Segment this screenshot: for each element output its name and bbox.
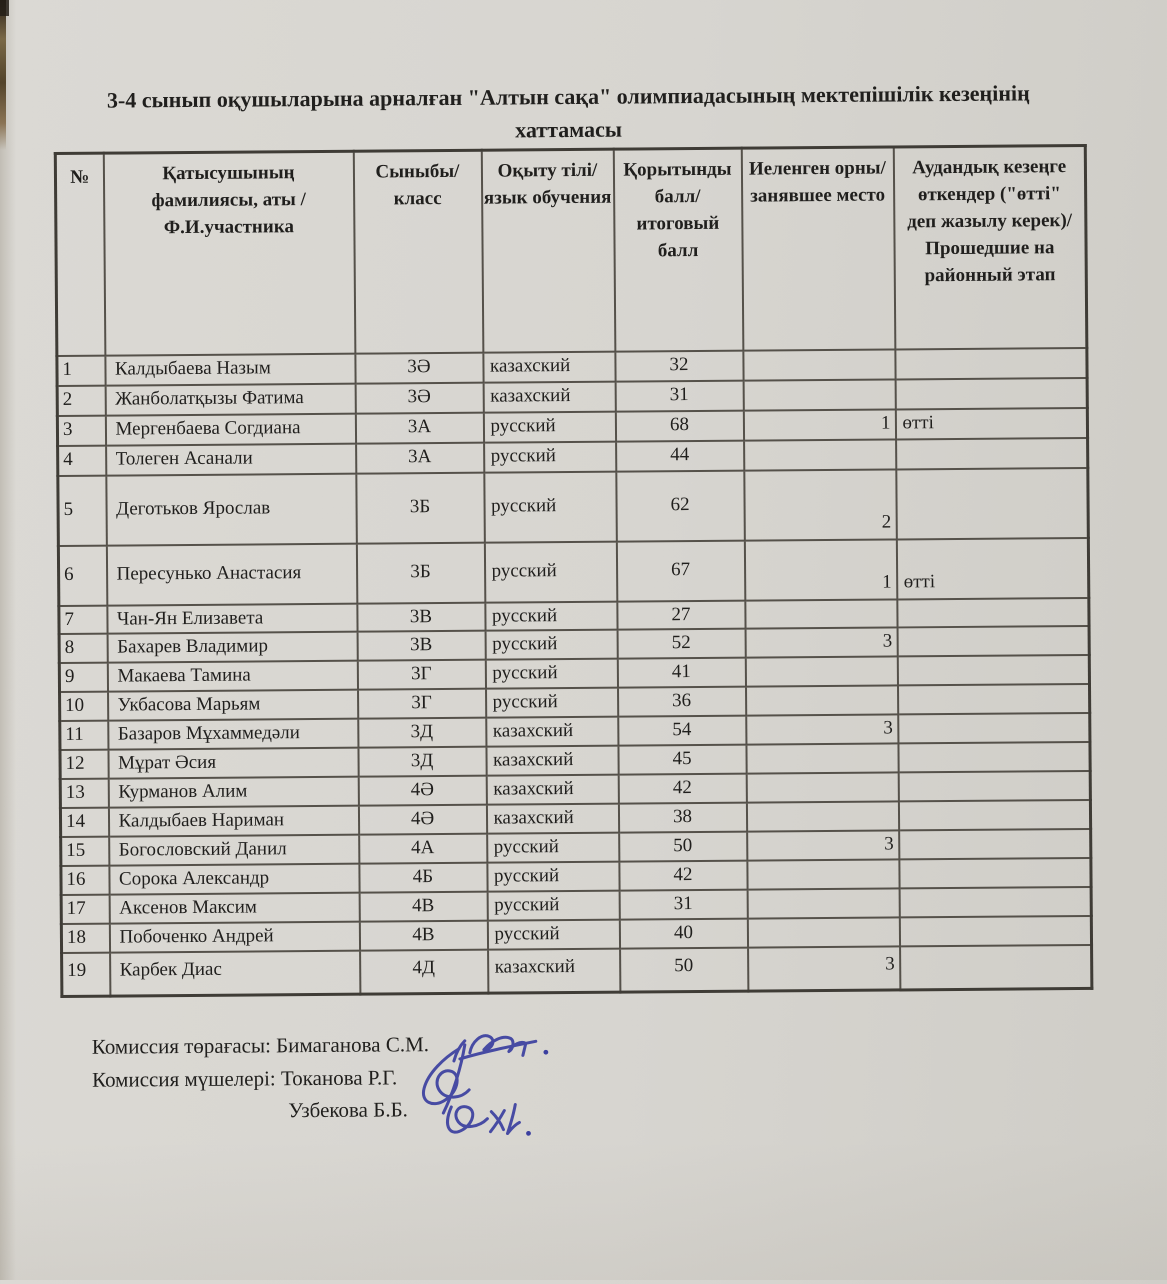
chair-name: Бимаганова С.М.: [276, 1032, 430, 1058]
cell-name: Чан-Ян Елизавета: [107, 603, 357, 634]
column-header-name: Қатысушының фамилиясы, аты /Ф.И.участника: [103, 151, 355, 355]
cell-place: [746, 686, 898, 716]
table-row: [58, 537, 1088, 605]
cell-pass: [899, 829, 1091, 859]
cell-name: Укбасова Марьям: [108, 690, 358, 721]
cell-lang: русский: [487, 833, 619, 863]
cell-num: 8: [59, 634, 107, 663]
cell-place: 1: [744, 539, 896, 600]
cell-score: 50: [619, 832, 747, 862]
column-header-cls: Сыныбы/класс: [353, 150, 483, 353]
commission-chair-line: [92, 1028, 429, 1063]
member1-name: Токанова Р.Г.: [280, 1064, 398, 1090]
cell-score: 31: [619, 890, 747, 920]
cell-score: 38: [618, 803, 746, 833]
cell-pass: [898, 771, 1090, 801]
cell-num: 14: [60, 808, 108, 837]
cell-lang: русский: [486, 688, 618, 718]
cell-place: 3: [746, 715, 898, 745]
cell-pass: [895, 347, 1087, 379]
table-header: [55, 145, 1087, 355]
cell-lang: русский: [485, 659, 617, 689]
cell-place: [746, 773, 898, 803]
cell-lang: русский: [485, 630, 617, 660]
cell-name: Калдыбаев Нариман: [108, 806, 358, 837]
cell-name: Побоченко Андрей: [109, 922, 359, 953]
cell-cls: 4Б: [359, 863, 487, 893]
cell-cls: 3В: [357, 631, 485, 661]
cell-pass: өтті: [896, 537, 1088, 599]
column-header-lang: Оқыту тілі/ язык обучения: [481, 149, 615, 352]
cell-name: Бахарев Владимир: [107, 632, 357, 663]
cell-num: 2: [57, 385, 105, 415]
cell-score: 31: [615, 380, 743, 411]
members-label: Комиссия мүшелері:: [91, 1065, 276, 1092]
cell-place: [743, 379, 895, 410]
cell-lang: казахский: [488, 949, 620, 993]
cell-name: Курманов Алим: [108, 777, 358, 808]
cell-score: 62: [616, 470, 745, 541]
cell-place: [746, 802, 898, 832]
cell-place: [747, 918, 899, 948]
cell-num: 12: [60, 750, 108, 779]
table-row: [62, 945, 1092, 996]
column-header-num: №: [55, 153, 105, 355]
cell-name: Мұрат Әсия: [108, 748, 358, 779]
chair-label: Комиссия төрағасы:: [91, 1033, 271, 1059]
cell-name: Карбек Диас: [110, 951, 360, 996]
cell-num: 16: [61, 866, 109, 895]
cell-cls: 4Д: [360, 950, 488, 994]
cell-score: 42: [619, 861, 747, 891]
cell-cls: 4В: [359, 892, 487, 922]
cell-score: 42: [618, 774, 746, 804]
cell-name: Сорока Александр: [109, 864, 359, 895]
cell-cls: 3В: [357, 602, 485, 632]
cell-lang: русский: [484, 471, 617, 542]
cell-lang: русский: [484, 441, 616, 472]
cell-score: 40: [619, 919, 747, 949]
cell-pass: өтті: [895, 407, 1087, 439]
cell-pass: [897, 597, 1089, 627]
cell-place: [746, 744, 898, 774]
signature-ink-dots: [525, 1050, 548, 1136]
column-header-score: Қорытынды балл/ итоговый балл: [613, 148, 743, 351]
cell-cls: 3Ә: [355, 382, 483, 413]
cell-num: 11: [60, 721, 108, 750]
cell-lang: казахский: [483, 351, 615, 382]
signature-strokes: [423, 1035, 537, 1134]
cell-score: 45: [618, 745, 746, 775]
cell-pass: [898, 742, 1090, 772]
cell-num: 15: [61, 837, 109, 866]
cell-lang: казахский: [486, 717, 618, 747]
cell-score: 41: [617, 658, 745, 688]
member2-name: Узбекова Б.Б.: [288, 1097, 408, 1123]
cell-num: 17: [61, 895, 109, 924]
cell-name: Макаева Тамина: [107, 661, 357, 692]
cell-lang: русский: [485, 601, 617, 631]
cell-pass: [897, 684, 1089, 714]
cell-cls: 3Г: [357, 660, 485, 690]
cell-lang: русский: [487, 891, 619, 921]
cell-cls: 3Б: [356, 472, 485, 543]
cell-pass: [899, 916, 1091, 946]
cell-lang: казахский: [483, 381, 615, 412]
cell-num: 19: [62, 953, 110, 996]
cell-place: 2: [744, 469, 897, 540]
cell-name: Деготьков Ярослав: [106, 473, 357, 545]
cell-place: 3: [748, 947, 900, 991]
column-header-place: Иеленген орны/ занявшее место: [741, 147, 895, 350]
cell-place: [744, 439, 896, 470]
cell-num: 3: [57, 415, 105, 445]
cell-name: Толеген Асанали: [106, 443, 356, 475]
cell-place: [747, 860, 899, 890]
cell-cls: 3А: [355, 412, 483, 443]
cell-cls: 3Д: [358, 718, 486, 748]
cell-num: 10: [60, 692, 108, 721]
photo-left-edge: [0, 0, 6, 150]
cell-score: 27: [617, 600, 745, 630]
cell-place: [743, 349, 895, 380]
cell-pass: [899, 887, 1091, 917]
cell-lang: русский: [487, 920, 619, 950]
cell-score: 68: [615, 410, 743, 441]
cell-pass: [896, 437, 1088, 469]
cell-lang: русский: [483, 411, 615, 442]
photo-corner-shadow: [0, 0, 9, 16]
cell-pass: [897, 655, 1089, 685]
cell-cls: 3Б: [356, 542, 484, 603]
cell-lang: казахский: [486, 746, 618, 776]
cell-score: 36: [618, 687, 746, 717]
cell-cls: 3Д: [358, 747, 486, 777]
cell-score: 52: [617, 629, 745, 659]
cell-lang: казахский: [486, 804, 618, 834]
cell-pass: [898, 800, 1090, 830]
cell-num: 5: [58, 475, 107, 545]
cell-pass: [895, 377, 1087, 409]
cell-num: 4: [58, 445, 106, 475]
cell-pass: [896, 467, 1089, 539]
cell-score: 44: [616, 440, 744, 471]
cell-num: 9: [59, 663, 107, 692]
cell-lang: русский: [484, 541, 616, 602]
column-header-pass: Аудандық кезеңге өткендер ("өтті" деп жазылу керек)/ Прошедшие на районный этап: [893, 145, 1087, 349]
cell-cls: 4Ә: [358, 776, 486, 806]
cell-lang: казахский: [486, 775, 618, 805]
cell-lang: русский: [487, 862, 619, 892]
cell-cls: 3Г: [358, 689, 486, 719]
cell-score: 32: [615, 350, 743, 381]
handwritten-signature-ink: [402, 1010, 583, 1161]
cell-score: 54: [618, 716, 746, 746]
cell-name: Пересунько Анастасия: [106, 543, 356, 605]
cell-name: Жанболатқызы Фатима: [105, 383, 355, 415]
cell-name: Богословский Данил: [109, 835, 359, 866]
cell-place: 3: [747, 831, 899, 861]
commission-signature-block: [92, 1028, 430, 1128]
cell-num: 13: [60, 779, 108, 808]
cell-pass: [898, 713, 1090, 743]
cell-name: Базаров Мұхаммедәли: [108, 719, 358, 750]
cell-num: 18: [61, 924, 109, 953]
cell-score: 67: [616, 540, 744, 601]
cell-place: [745, 599, 897, 629]
cell-place: [747, 889, 899, 919]
cell-place: 1: [743, 409, 895, 440]
cell-cls: 3Ә: [355, 352, 483, 383]
cell-cls: 4В: [359, 921, 487, 951]
cell-name: Мергенбаева Согдиана: [105, 413, 355, 445]
cell-num: 1: [57, 355, 105, 385]
cell-name: Аксенов Максим: [109, 893, 359, 924]
cell-num: 7: [59, 605, 107, 634]
cell-cls: 4А: [359, 834, 487, 864]
cell-pass: [897, 626, 1089, 656]
cell-pass: [900, 945, 1092, 990]
document-title: 3-4 сынып оқушыларына арналған "Алтын сақа" олимпиадасының мектепішілік кезеңінің хаттамасы: [106, 80, 1030, 143]
cell-score: 50: [620, 948, 748, 992]
cell-place: 3: [745, 628, 897, 658]
cell-num: 6: [58, 545, 106, 605]
paper-left-shading: [0, 0, 16, 1280]
cell-name: Калдыбаева Назым: [105, 353, 355, 385]
results-table: [54, 144, 1094, 998]
commission-members-line: [92, 1061, 429, 1096]
cell-place: [745, 657, 897, 687]
cell-cls: 3А: [356, 442, 484, 473]
table-row: [58, 467, 1089, 545]
cell-pass: [899, 858, 1091, 888]
cell-cls: 4Ә: [358, 805, 486, 835]
